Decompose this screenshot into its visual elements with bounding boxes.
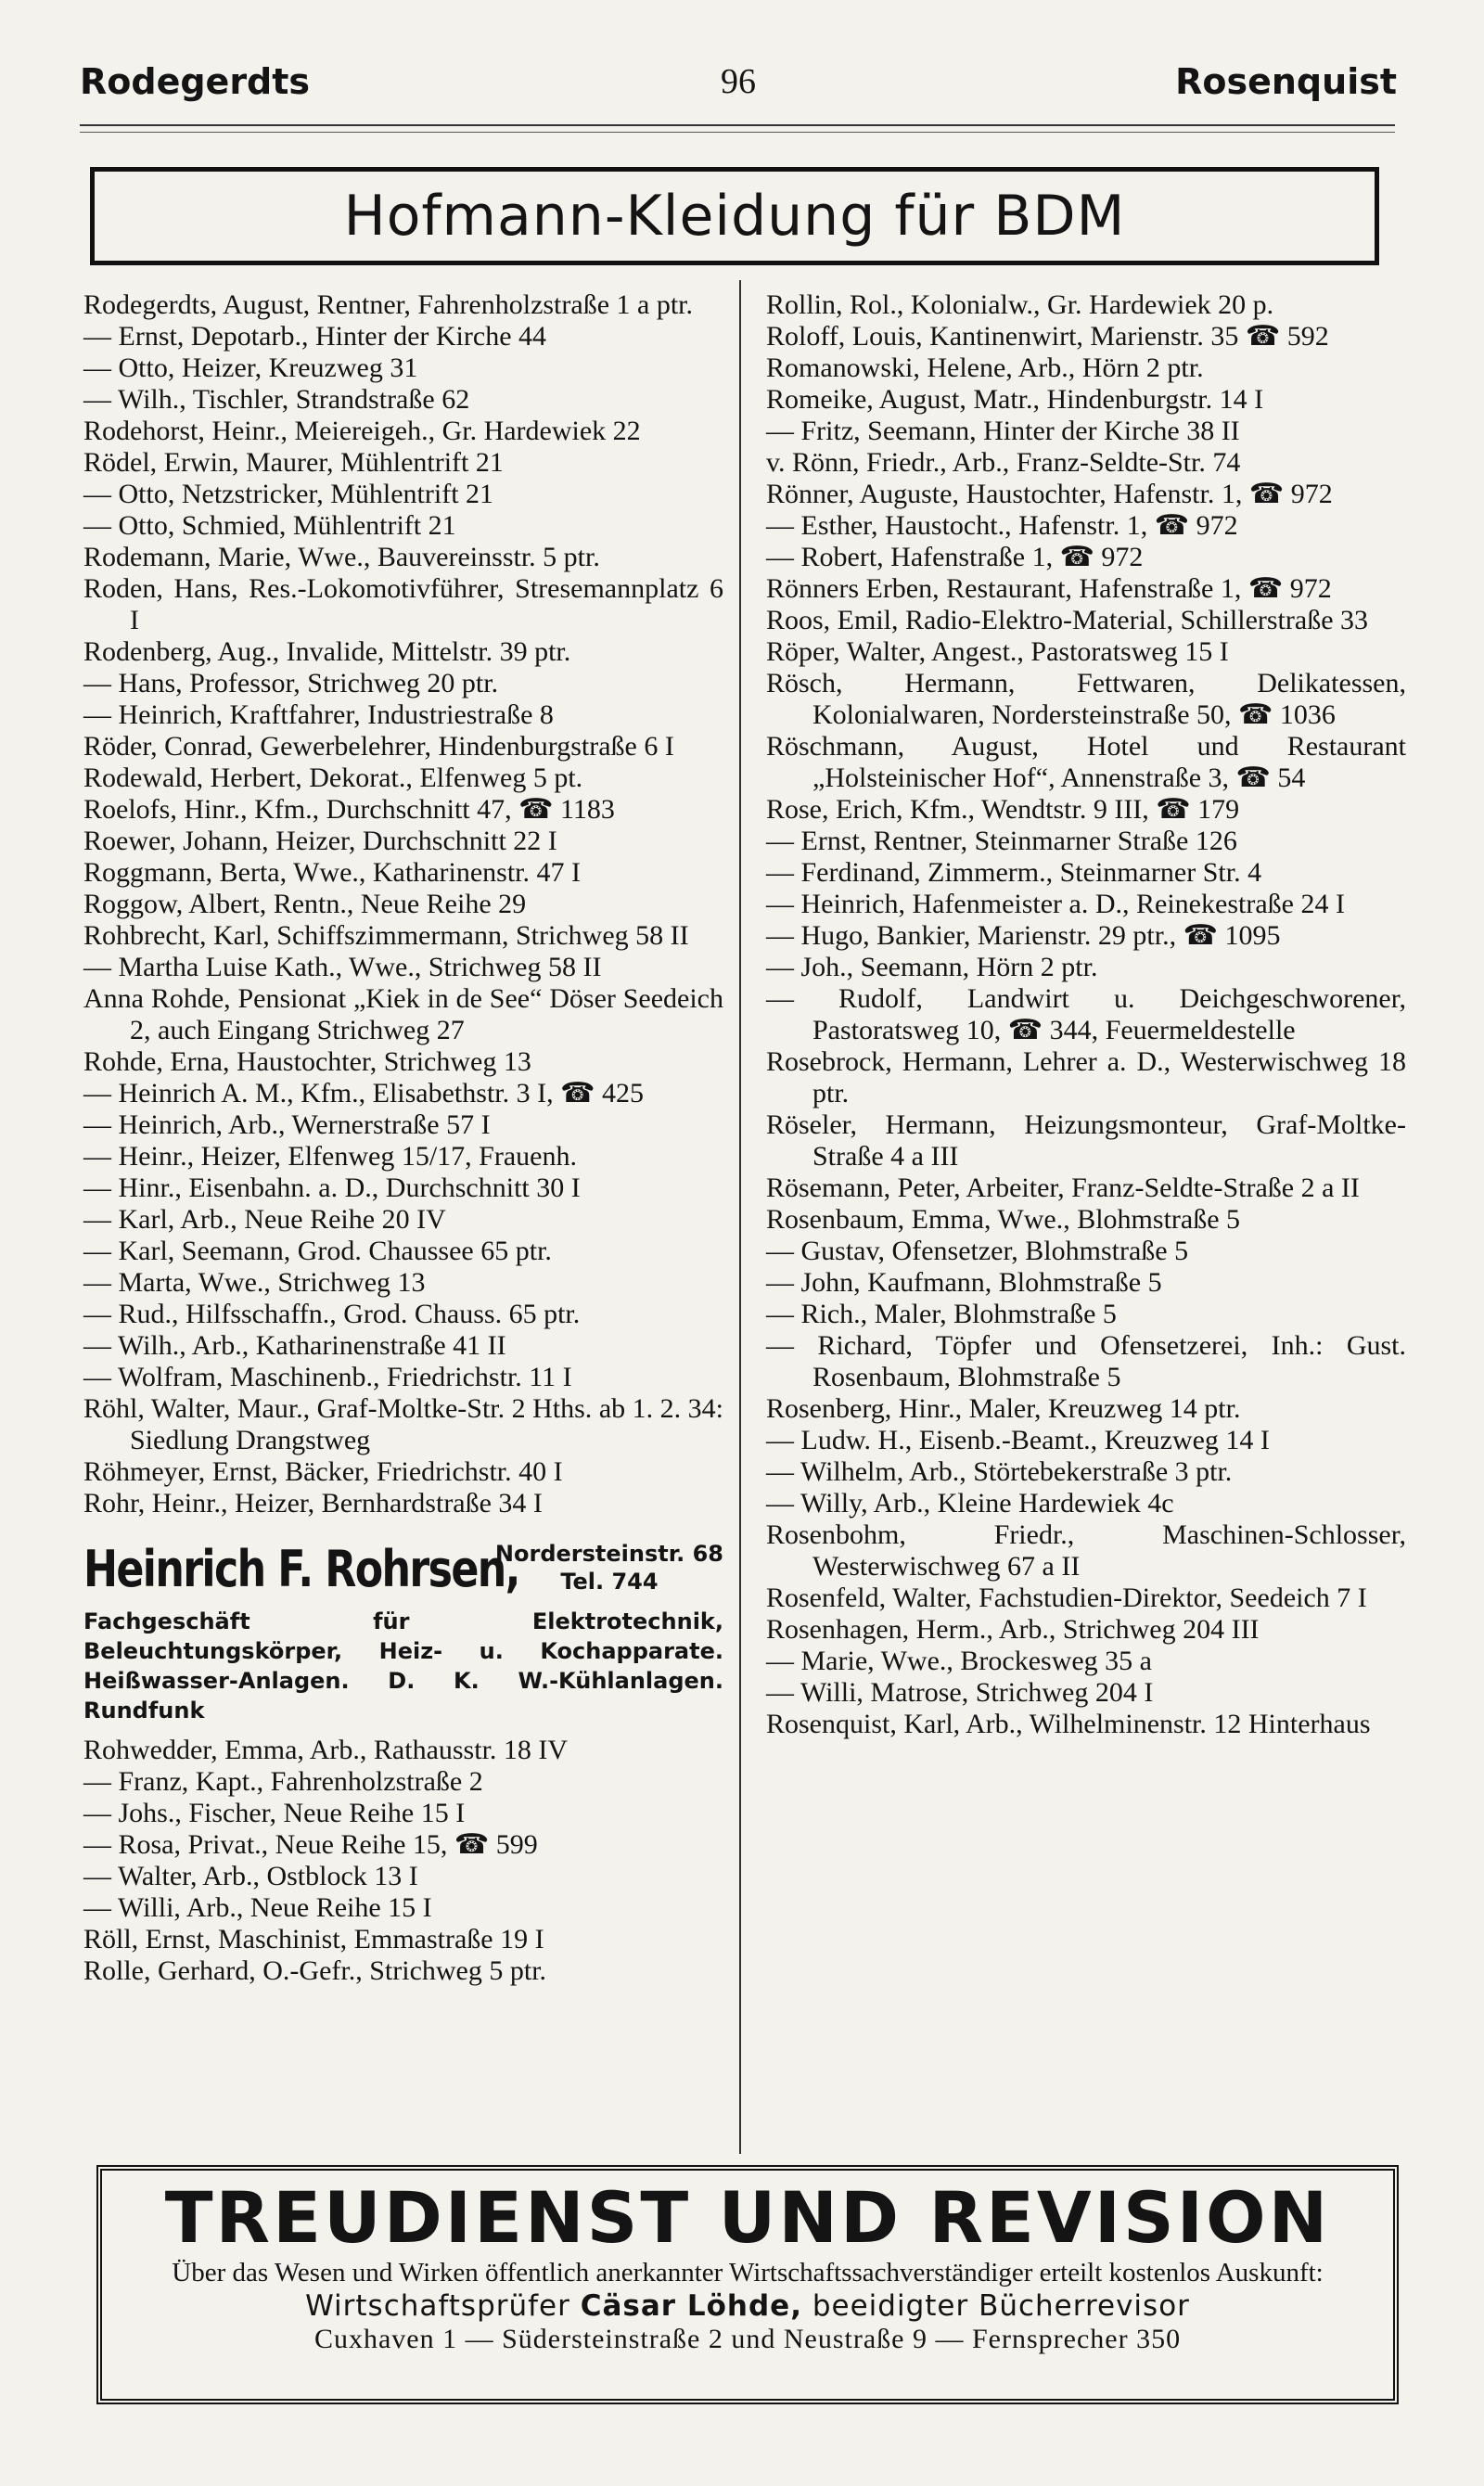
column-divider <box>739 280 741 2154</box>
right-entry: — John, Kaufmann, Blohmstraße 5 <box>766 1267 1162 1298</box>
left-entry: Rohr, Heinr., Heizer, Bernhardstraße 34 I <box>83 1488 543 1519</box>
left-entry: — Heinrich, Arb., Wernerstraße 57 I <box>83 1109 491 1140</box>
header-rule <box>80 124 1395 126</box>
left-entry: Roelofs, Hinr., Kfm., Durchschnitt 47, ☎ 1183 <box>83 794 615 825</box>
left-entry: Anna Rohde, Pensionat „Kiek in de See“ Döser Seedeich 2, auch Eingang Strichweg 27 <box>83 983 723 1045</box>
left-column <box>83 289 723 1987</box>
bottom-ad-headline: TREUDIENST UND REVISION <box>164 2176 1331 2259</box>
rohrsen-advertisement <box>83 1540 723 1725</box>
left-entry: Röll, Ernst, Maschinist, Emmastraße 19 I <box>83 1924 544 1954</box>
left-entry: Röhl, Walter, Maur., Graf-Moltke-Str. 2 Hths. ab 1. 2. 34: Siedlung Drangstweg <box>83 1393 723 1455</box>
bottom-ad-wp-right: beeidigter Bücherrevisor <box>812 2289 1190 2323</box>
header-left-name: Rodegerdts <box>80 61 311 102</box>
left-entry: — Otto, Schmied, Mühlentrift 21 <box>83 510 456 541</box>
left-entry: — Ernst, Depotarb., Hinter der Kirche 44 <box>83 321 547 352</box>
left-entry-list-2 <box>83 1735 723 1987</box>
rohrsen-ad-description: Fachgeschäft für Elektrotechnik, Beleuchtungskörper, Heiz- u. Kochapparate. Heißwasser-Anlagen. D. K. W.-Kühlanlagen. Rundfunk <box>83 1608 723 1724</box>
right-entry: Romanowski, Helene, Arb., Hörn 2 ptr. <box>766 352 1204 383</box>
right-column <box>766 289 1406 1740</box>
left-entry-list <box>83 289 723 1519</box>
top-ad-text: Hofmann-Kleidung für BDM <box>343 184 1126 249</box>
right-entry: Rösch, Hermann, Fettwaren, Delikatessen, Kolonialwaren, Nordersteinstraße 50, ☎ 1036 <box>766 668 1406 730</box>
left-entry: Röhmeyer, Ernst, Bäcker, Friedrichstr. 40 I <box>83 1456 563 1487</box>
left-entry: — Heinrich, Kraftfahrer, Industriestraße 8 <box>83 699 554 730</box>
left-entry: Roggow, Albert, Rentn., Neue Reihe 29 <box>83 889 527 919</box>
right-entry: Rollin, Rol., Kolonialw., Gr. Hardewiek 20 p. <box>766 289 1274 320</box>
right-entry: Roos, Emil, Radio-Elektro-Material, Schillerstraße 33 <box>766 605 1369 635</box>
page-number: 96 <box>721 62 756 101</box>
bottom-advertisement <box>96 2165 1399 2404</box>
left-entry: — Martha Luise Kath., Wwe., Strichweg 58 II <box>83 952 602 982</box>
left-entry: Rodewald, Herbert, Dekorat., Elfenweg 5 pt. <box>83 762 583 793</box>
left-entry: — Otto, Netzstricker, Mühlentrift 21 <box>83 479 494 509</box>
left-entry: — Karl, Arb., Neue Reihe 20 IV <box>83 1204 446 1235</box>
right-entry: — Fritz, Seemann, Hinter der Kirche 38 II <box>766 416 1240 446</box>
rohrsen-ad-phone: Tel. 744 <box>560 1569 659 1595</box>
left-entry: Roewer, Johann, Heizer, Durchschnitt 22 I <box>83 826 557 856</box>
left-entry: Rödel, Erwin, Maurer, Mühlentrift 21 <box>83 447 504 478</box>
left-entry: Rodemann, Marie, Wwe., Bauvereinsstr. 5 ptr. <box>83 542 600 572</box>
left-entry: Röder, Conrad, Gewerbelehrer, Hindenburgstraße 6 I <box>83 731 674 762</box>
left-entry: — Marta, Wwe., Strichweg 13 <box>83 1267 426 1298</box>
left-entry: Rodenberg, Aug., Invalide, Mittelstr. 39 ptr. <box>83 636 571 667</box>
right-entry: Rosebrock, Hermann, Lehrer a. D., Westerwischweg 18 ptr. <box>766 1046 1406 1108</box>
right-entry: Rose, Erich, Kfm., Wendtstr. 9 III, ☎ 179 <box>766 794 1240 825</box>
right-entry: Röseler, Hermann, Heizungsmonteur, Graf-Moltke-Straße 4 a III <box>766 1109 1406 1172</box>
right-entry: Rosenberg, Hinr., Maler, Kreuzweg 14 ptr. <box>766 1393 1241 1424</box>
left-entry: — Karl, Seemann, Grod. Chaussee 65 ptr. <box>83 1236 552 1266</box>
rohrsen-ad-name: Heinrich F. Rohrsen, <box>83 1540 519 1598</box>
right-entry: — Marie, Wwe., Brockesweg 35 a <box>766 1646 1152 1676</box>
header-right-name: Rosenquist <box>1175 61 1397 102</box>
right-entry-list <box>766 289 1406 1740</box>
left-entry: — Hans, Professor, Strichweg 20 ptr. <box>83 668 499 698</box>
right-entry: — Heinrich, Hafenmeister a. D., Reinekestraße 24 I <box>766 889 1345 919</box>
left-entry: — Walter, Arb., Ostblock 13 I <box>83 1861 418 1891</box>
left-entry: Rohwedder, Emma, Arb., Rathausstr. 18 IV <box>83 1735 569 1765</box>
left-entry: Rohde, Erna, Haustochter, Strichweg 13 <box>83 1046 531 1077</box>
right-entry: — Gustav, Ofensetzer, Blohmstraße 5 <box>766 1236 1189 1266</box>
left-entry: — Franz, Kapt., Fahrenholzstraße 2 <box>83 1766 483 1797</box>
top-advertisement <box>90 167 1379 265</box>
left-entry: — Rud., Hilfsschaffn., Grod. Chauss. 65 ptr. <box>83 1299 581 1329</box>
left-entry: Rodehorst, Heinr., Meiereigeh., Gr. Hardewiek 22 <box>83 416 641 446</box>
right-entry: — Richard, Töpfer und Ofensetzerei, Inh.: Gust. Rosenbaum, Blohmstraße 5 <box>766 1330 1406 1392</box>
page-header <box>80 61 1397 108</box>
right-entry: Roloff, Louis, Kantinenwirt, Marienstr. 35 ☎ 592 <box>766 321 1329 352</box>
bottom-ad-description: Über das Wesen und Wirken öffentlich anerkannter Wirtschaftssachverständiger erteilt kostenlos Auskunft: <box>172 2258 1324 2287</box>
right-entry: Röschmann, August, Hotel und Restaurant „Holsteinischer Hof“, Annenstraße 3, ☎ 54 <box>766 731 1406 793</box>
left-entry: — Johs., Fischer, Neue Reihe 15 I <box>83 1798 466 1828</box>
right-entry: — Joh., Seemann, Hörn 2 ptr. <box>766 952 1098 982</box>
right-entry: Rosenfeld, Walter, Fachstudien-Direktor, Seedeich 7 I <box>766 1583 1367 1613</box>
right-entry: — Ferdinand, Zimmerm., Steinmarner Str. 4 <box>766 857 1262 888</box>
left-entry: Rodegerdts, August, Rentner, Fahrenholzstraße 1 a ptr. <box>83 289 693 320</box>
right-entry: Rosenquist, Karl, Arb., Wilhelminenstr. 12 Hinterhaus <box>766 1709 1371 1739</box>
bottom-ad-auditor-line <box>134 2288 1362 2324</box>
bottom-ad-address: Cuxhaven 1 — Südersteinstraße 2 und Neustraße 9 — Fernsprecher 350 <box>313 2324 1182 2354</box>
left-entry: — Willi, Arb., Neue Reihe 15 I <box>83 1892 432 1923</box>
rohrsen-ad-address: Nordersteinstr. 68 <box>494 1541 723 1567</box>
left-entry: Rolle, Gerhard, O.-Gefr., Strichweg 5 ptr. <box>83 1955 547 1986</box>
left-entry: — Wilh., Tischler, Strandstraße 62 <box>83 384 470 415</box>
right-entry: — Rudolf, Landwirt u. Deichgeschworener, Pastoratsweg 10, ☎ 344, Feuermeldestelle <box>766 983 1406 1045</box>
bottom-ad-wp-left: Wirtschaftsprüfer <box>305 2289 570 2323</box>
left-entry: — Wilh., Arb., Katharinenstraße 41 II <box>83 1330 506 1361</box>
right-entry: — Rich., Maler, Blohmstraße 5 <box>766 1299 1117 1329</box>
right-entry: Röper, Walter, Angest., Pastoratsweg 15 I <box>766 636 1229 667</box>
left-entry: — Heinr., Heizer, Elfenweg 15/17, Frauenh. <box>83 1141 577 1172</box>
right-entry: Rosenbaum, Emma, Wwe., Blohmstraße 5 <box>766 1204 1241 1235</box>
right-entry: — Ludw. H., Eisenb.-Beamt., Kreuzweg 14 I <box>766 1425 1270 1455</box>
right-entry: v. Rönn, Friedr., Arb., Franz-Seldte-Str. 74 <box>766 447 1241 478</box>
left-entry: Roggmann, Berta, Wwe., Katharinenstr. 47 I <box>83 857 581 888</box>
right-entry: — Esther, Haustocht., Hafenstr. 1, ☎ 972 <box>766 510 1238 541</box>
left-entry: Rohbrecht, Karl, Schiffszimmermann, Strichweg 58 II <box>83 920 689 951</box>
right-entry: — Willy, Arb., Kleine Hardewiek 4c <box>766 1488 1174 1519</box>
right-entry: — Hugo, Bankier, Marienstr. 29 ptr., ☎ 1095 <box>766 920 1281 951</box>
left-entry: — Wolfram, Maschinenb., Friedrichstr. 11 I <box>83 1362 572 1392</box>
left-entry: Roden, Hans, Res.-Lokomotivführer, Stresemannplatz 6 I <box>83 573 723 635</box>
left-entry: — Hinr., Eisenbahn. a. D., Durchschnitt 30 I <box>83 1173 581 1203</box>
left-entry: — Heinrich A. M., Kfm., Elisabethstr. 3 I, ☎ 425 <box>83 1078 644 1108</box>
left-entry: — Otto, Heizer, Kreuzweg 31 <box>83 352 418 383</box>
header-rule-thin <box>80 132 1395 133</box>
left-entry: — Rosa, Privat., Neue Reihe 15, ☎ 599 <box>83 1829 538 1860</box>
right-entry: Rösemann, Peter, Arbeiter, Franz-Seldte-Straße 2 a II <box>766 1173 1360 1203</box>
right-entry: Rosenhagen, Herm., Arb., Strichweg 204 III <box>766 1614 1260 1645</box>
right-entry: Rönners Erben, Restaurant, Hafenstraße 1, ☎ 972 <box>766 573 1332 604</box>
right-entry: — Ernst, Rentner, Steinmarner Straße 126 <box>766 826 1237 856</box>
right-entry: Rönner, Auguste, Haustochter, Hafenstr. 1, ☎ 972 <box>766 479 1333 509</box>
right-entry: — Willi, Matrose, Strichweg 204 I <box>766 1677 1154 1708</box>
right-entry: Rosenbohm, Friedr., Maschinen-Schlosser, Westerwischweg 67 a II <box>766 1519 1406 1582</box>
right-entry: Romeike, August, Matr., Hindenburgstr. 14 I <box>766 384 1264 415</box>
bottom-ad-wp-name: Cäsar Löhde, <box>580 2289 802 2323</box>
right-entry: — Wilhelm, Arb., Störtebekerstraße 3 ptr. <box>766 1456 1233 1487</box>
right-entry: — Robert, Hafenstraße 1, ☎ 972 <box>766 542 1144 572</box>
